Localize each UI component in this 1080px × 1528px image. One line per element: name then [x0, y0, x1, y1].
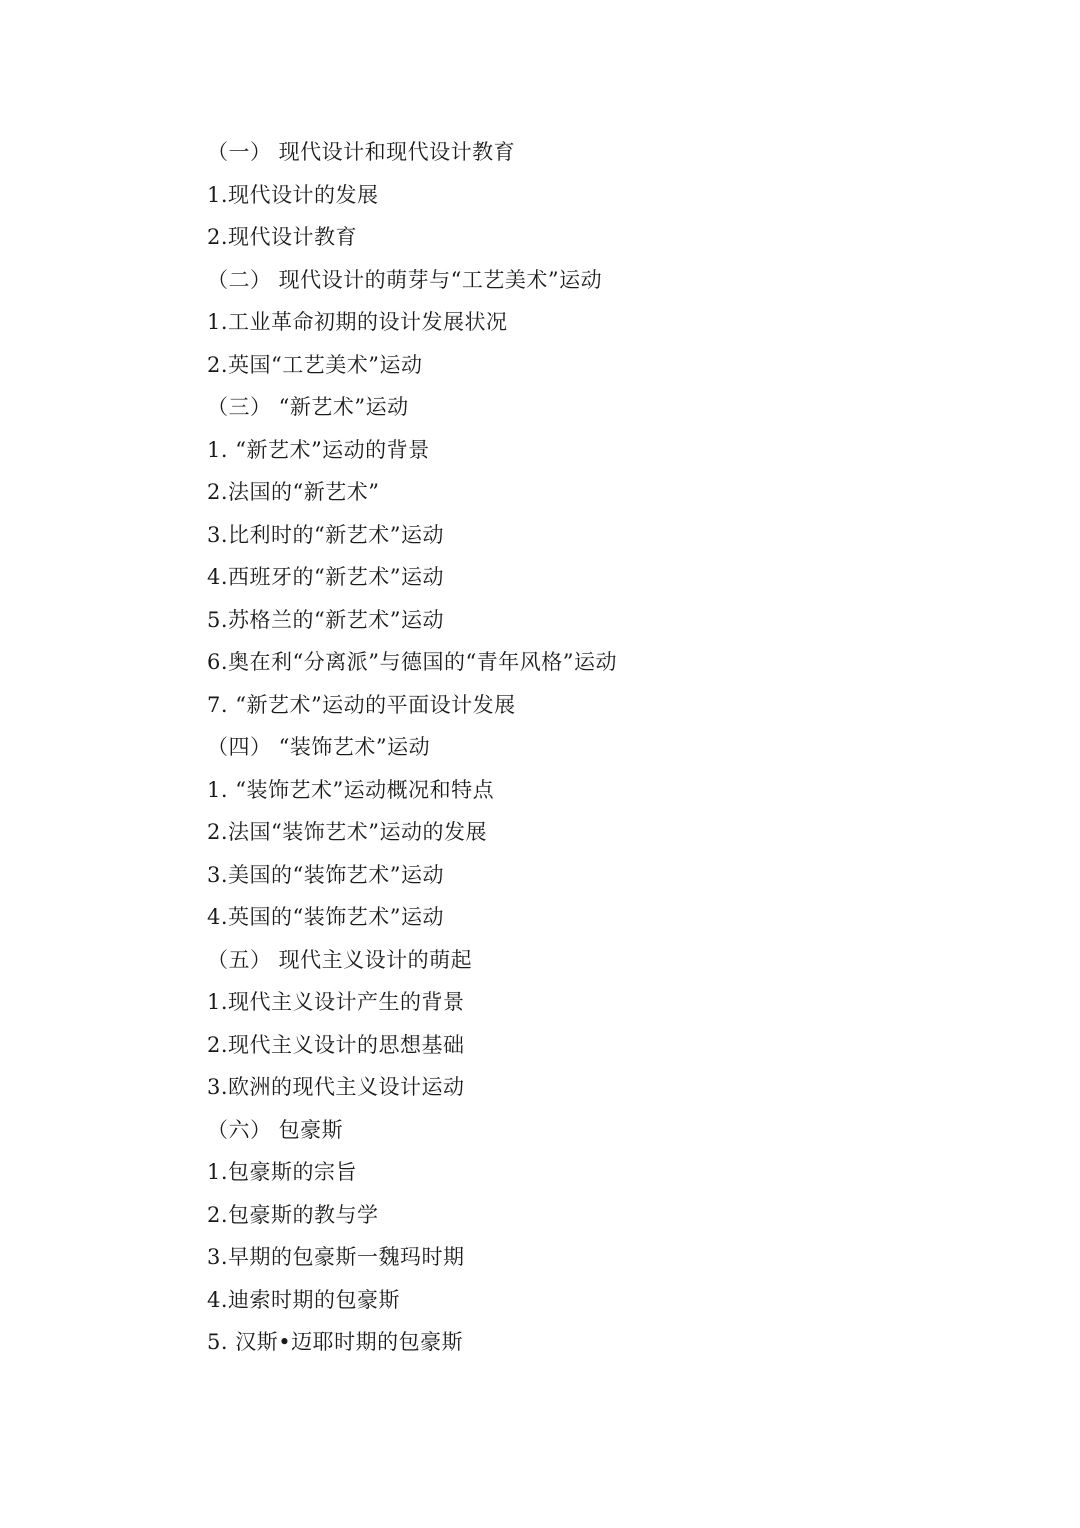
outline-item: 2.现代主义设计的思想基础 — [207, 1032, 465, 1057]
outline-item: 2.现代设计教育 — [207, 225, 358, 249]
outline-item: 3.美国的“装饰艺术”运动 — [207, 862, 445, 887]
section-heading: （四） “装饰艺术”运动 — [207, 735, 431, 759]
outline-item: 5. 汉斯•迈耶时期的包豪斯 — [207, 1330, 464, 1354]
outline-item: 4.迪索时期的包豪斯 — [207, 1287, 401, 1312]
section-heading: （一） 现代设计和现代设计教育 — [207, 140, 516, 164]
outline-item: 3.欧洲的现代主义设计运动 — [207, 1075, 465, 1099]
outline-item: 4.西班牙的“新艺术”运动 — [207, 565, 445, 589]
outline-item: 6.奥在利“分离派”与德国的“青年风格”运动 — [207, 650, 617, 674]
outline-item: 1. “新艺术”运动的背景 — [207, 437, 430, 462]
outline-item: 3.比利时的“新艺术”运动 — [207, 522, 445, 547]
outline-item: 2.包豪斯的教与学 — [207, 1202, 379, 1227]
course-outline — [207, 131, 1007, 1364]
section-heading: （二） 现代设计的萌芽与“工艺美术”运动 — [207, 267, 603, 292]
section-heading: （六） 包豪斯 — [207, 1117, 344, 1142]
outline-item: 2.法国“装饰艺术”运动的发展 — [207, 820, 488, 844]
outline-item: 2.英国“工艺美术”运动 — [207, 352, 423, 377]
outline-item: 7. “新艺术”运动的平面设计发展 — [207, 692, 516, 717]
outline-item: 1. “装饰艺术”运动概况和特点 — [207, 777, 495, 802]
outline-item: 3.早期的包豪斯一魏玛时期 — [207, 1245, 465, 1269]
outline-item: 1.现代主义设计产生的背景 — [207, 990, 465, 1014]
section-heading: （三） “新艺术”运动 — [207, 395, 409, 419]
outline-item: 1.现代设计的发展 — [207, 182, 379, 207]
outline-item: 4.英国的“装饰艺术”运动 — [207, 905, 445, 929]
section-heading: （五） 现代主义设计的萌起 — [207, 947, 473, 972]
outline-item: 5.苏格兰的“新艺术”运动 — [207, 607, 445, 632]
outline-item: 1.包豪斯的宗旨 — [207, 1160, 358, 1184]
outline-item: 1.工业革命初期的设计发展状况 — [207, 310, 508, 334]
outline-item: 2.法国的“新艺术” — [207, 480, 380, 504]
